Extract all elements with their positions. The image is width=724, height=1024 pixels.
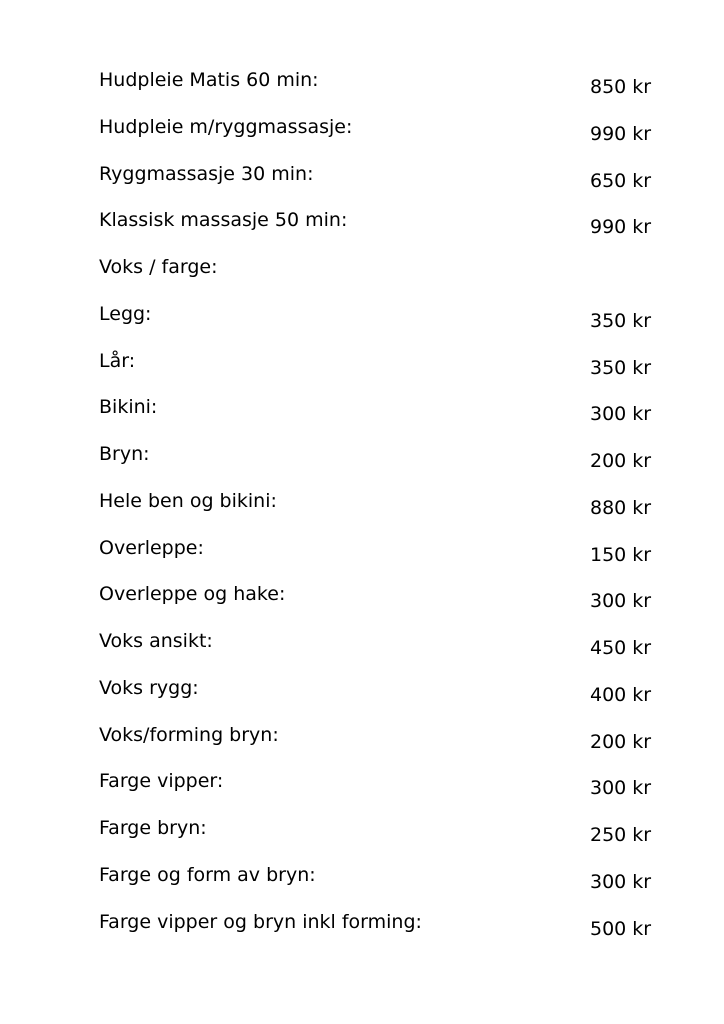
service-label: Hudpleie m/ryggmassasje: [99,115,353,138]
service-label: Hele ben og bikini: [99,489,277,512]
price-row [99,349,659,396]
price-row [99,536,659,583]
service-label: Farge og form av bryn: [99,863,316,886]
service-price: 500 kr [590,917,652,940]
price-row [99,676,659,723]
price-row [99,442,659,489]
service-price: 850 kr [590,76,652,98]
service-price: 990 kr [590,216,652,239]
service-price: 200 kr [590,450,652,472]
service-label: Bryn: [99,443,150,465]
service-label: Overleppe: [99,536,204,559]
service-label: Legg: [99,302,152,325]
price-row [99,208,659,255]
service-label: Ryggmassasje 30 min: [99,162,314,185]
service-price: 200 kr [590,730,652,753]
service-price: 150 kr [590,543,652,566]
price-row [99,723,659,770]
service-price: 300 kr [590,870,652,893]
price-row [99,769,659,816]
price-list [99,68,659,956]
price-row [99,816,659,863]
section-heading: Voks / farge: [99,256,218,278]
price-row [99,302,659,349]
price-row [99,68,659,115]
service-label: Voks rygg: [99,676,199,699]
section-heading-row [99,255,659,302]
service-price: 450 kr [590,637,652,659]
service-price: 250 kr [590,824,652,846]
service-label: Voks/forming bryn: [99,723,279,746]
service-price: 350 kr [590,356,652,379]
price-row [99,910,659,957]
price-row [99,489,659,536]
service-price: 350 kr [590,309,652,332]
service-price: 880 kr [590,496,652,519]
service-price: 300 kr [590,777,652,800]
service-price: 990 kr [590,122,652,145]
price-row [99,162,659,209]
price-row [99,115,659,162]
price-row [99,863,659,910]
service-label: Overleppe og hake: [99,583,286,606]
service-label: Voks ansikt: [99,630,213,652]
service-label: Lår: [99,349,136,372]
service-price: 650 kr [590,169,652,192]
price-row [99,395,659,442]
service-label: Hudpleie Matis 60 min: [99,69,319,91]
service-label: Farge bryn: [99,817,207,839]
price-row [99,629,659,676]
service-price: 400 kr [590,683,652,706]
service-price: 300 kr [590,403,652,426]
price-row [99,582,659,629]
service-label: Farge vipper og bryn inkl forming: [99,910,422,933]
service-price: 300 kr [590,590,652,613]
service-label: Klassisk massasje 50 min: [99,209,348,232]
service-label: Bikini: [99,396,158,419]
service-label: Farge vipper: [99,770,224,793]
